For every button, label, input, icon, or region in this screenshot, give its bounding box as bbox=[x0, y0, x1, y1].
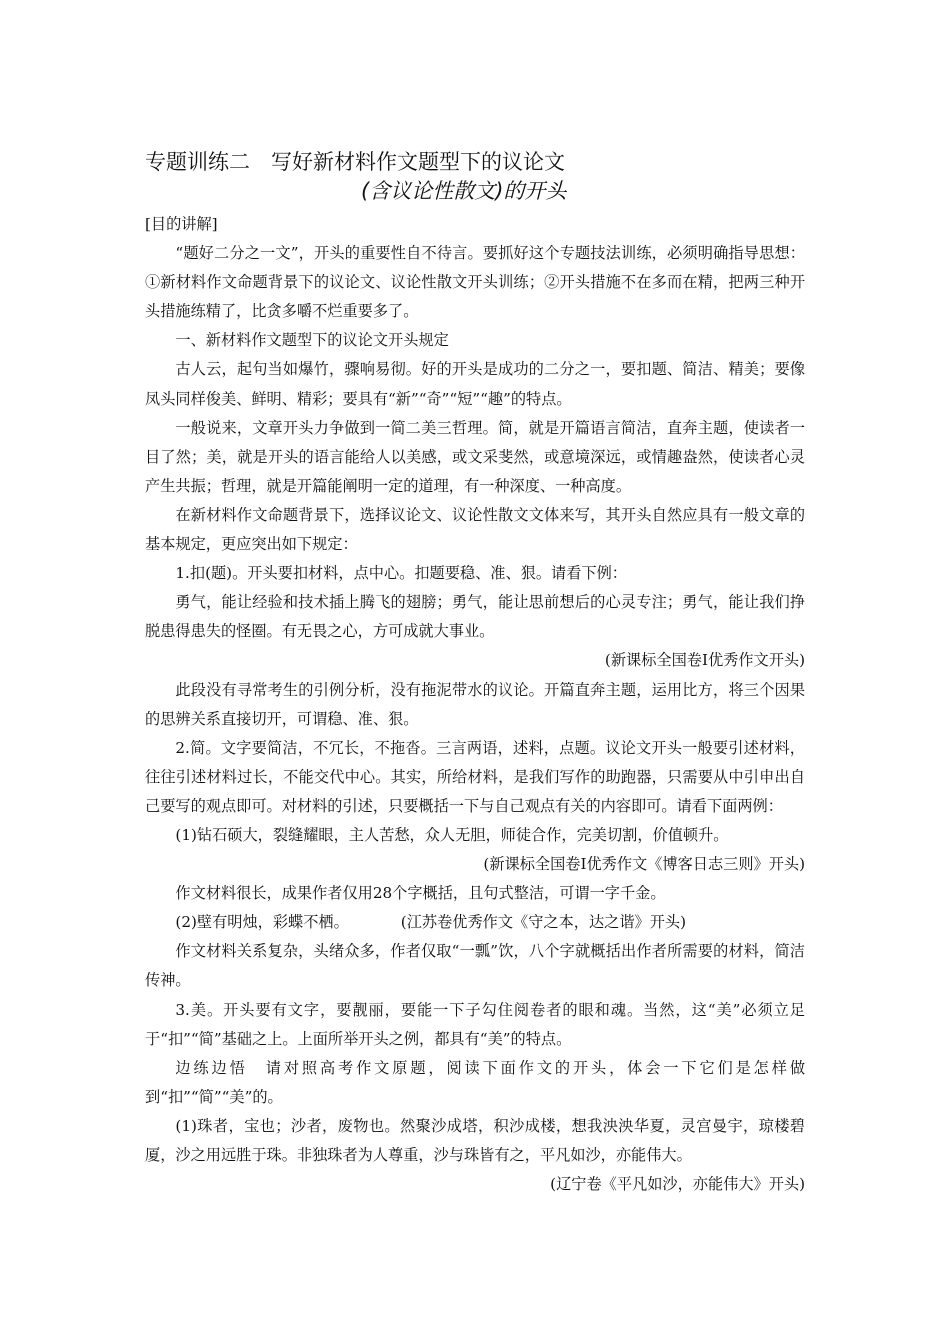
paragraph: “题好二分之一文”，开头的重要性自不待言。要抓好这个专题技法训练，必须明确指导思想：①新材料作文命题背景下的议论文、议论性散文开头训练；②开头措施不在多而在精，把两三种开头措施练精了，比贪多嚼不烂重要多了。 bbox=[145, 244, 805, 321]
example-source: (辽宁卷《平凡如沙，亦能伟大》开头) bbox=[550, 1175, 805, 1194]
page-title: 专题训练二 写好新材料作文题型下的议论文 bbox=[145, 150, 565, 174]
example-source: (江苏卷优秀作文《守之本，达之谐》开头) bbox=[400, 913, 687, 932]
paragraph: 一般说来，文章开头力争做到一简二美三哲理。简，就是开篇语言简洁，直奔主题，使读者一目了然；美，就是开头的语言能给人以美感，或文采斐然，或意境深远，或情趣盎然，使读者心灵产生共振；哲理，就是开篇能阐明一定的道理，有一种深度、一种高度。 bbox=[145, 418, 805, 495]
example-quote-inline bbox=[145, 908, 805, 937]
section-heading: 一、新材料作文题型下的议论文开头规定 bbox=[175, 331, 449, 350]
point-heading: 2.简。文字要简洁，不冗长，不拖沓。三言两语，述料，点题。议论文开头一般要引述材料，往往引述材料过长，不能交代中心。其实，所给材料，是我们写作的助跑器，只需要从中引申出自己要写的观点即可。对材料的引述，只要概括一下与自己观点有关的内容即可。请看下面两例： bbox=[145, 738, 805, 815]
example-quote: (1)珠者，宝也；沙者，废物也。然聚沙成塔，积沙成楼，想我泱泱华夏，灵宫曼宇，琼楼碧厦，沙之用远胜于珠。非独珠者为人尊重，沙与珠皆有之，平凡如沙，亦能伟大。 bbox=[145, 1116, 805, 1164]
point-heading: 3.美。开头要有文字，要靓丽，要能一下子勾住阅卷者的眼和魂。当然，这“美”必须立足于“扣”“简”基础之上。上面所举开头之例，都具有“美”的特点。 bbox=[145, 1000, 805, 1048]
example-source: (新课标全国卷Ⅰ优秀作文《博客日志三则》开头) bbox=[483, 855, 805, 874]
example-source: (新课标全国卷Ⅰ优秀作文开头) bbox=[604, 651, 805, 670]
document-body bbox=[145, 210, 805, 1199]
paragraph: 古人云，起句当如爆竹，骤响易彻。好的开头是成功的二分之一，要扣题、简洁、精美；要像凤头同样俊美、鲜明、精彩；要具有“新”“奇”“短”“趣”的特点。 bbox=[145, 360, 805, 408]
page-subtitle: (含议论性散文)的开头 bbox=[361, 179, 567, 203]
example-quote: (2)壁有明烛，彩蝶不栖。 bbox=[175, 913, 349, 932]
point-heading: 1.扣(题)。开头要扣材料，点中心。扣题要稳、准、狠。请看下例： bbox=[175, 564, 627, 583]
paragraph: 此段没有寻常考生的引例分析，没有拖泥带水的议论。开篇直奔主题，运用比方，将三个因果的思辨关系直接切开，可谓稳、准、狠。 bbox=[145, 680, 805, 728]
example-quote: 勇气，能让经验和技术插上腾飞的翅膀；勇气，能让思前想后的心灵专注；勇气，能让我们挣脱患得患失的怪圈。有无畏之心，方可成就大事业。 bbox=[145, 593, 805, 641]
paragraph: 作文材料很长，成果作者仅用28个字概括，且句式整洁，可谓一字千金。 bbox=[175, 884, 666, 903]
example-quote: (1)钻石硕大，裂缝耀眼，主人苦愁，众人无胆，师徒合作，完美切割，价值顿升。 bbox=[175, 825, 729, 844]
exercise-prompt: 边练边悟 请对照高考作文原题，阅读下面作文的开头，体会一下它们是怎样做到“扣”“简”“美”的。 bbox=[145, 1058, 805, 1106]
section-label: [目的讲解] bbox=[145, 215, 218, 233]
paragraph: 在新材料作文命题背景下，选择议论文、议论性散文文体来写，其开头自然应具有一般文章的基本规定，更应突出如下规定： bbox=[145, 505, 805, 554]
paragraph: 作文材料关系复杂，头绪众多，作者仅取“一瓢”饮，八个字就概括出作者所需要的材料，简洁传神。 bbox=[145, 942, 805, 990]
